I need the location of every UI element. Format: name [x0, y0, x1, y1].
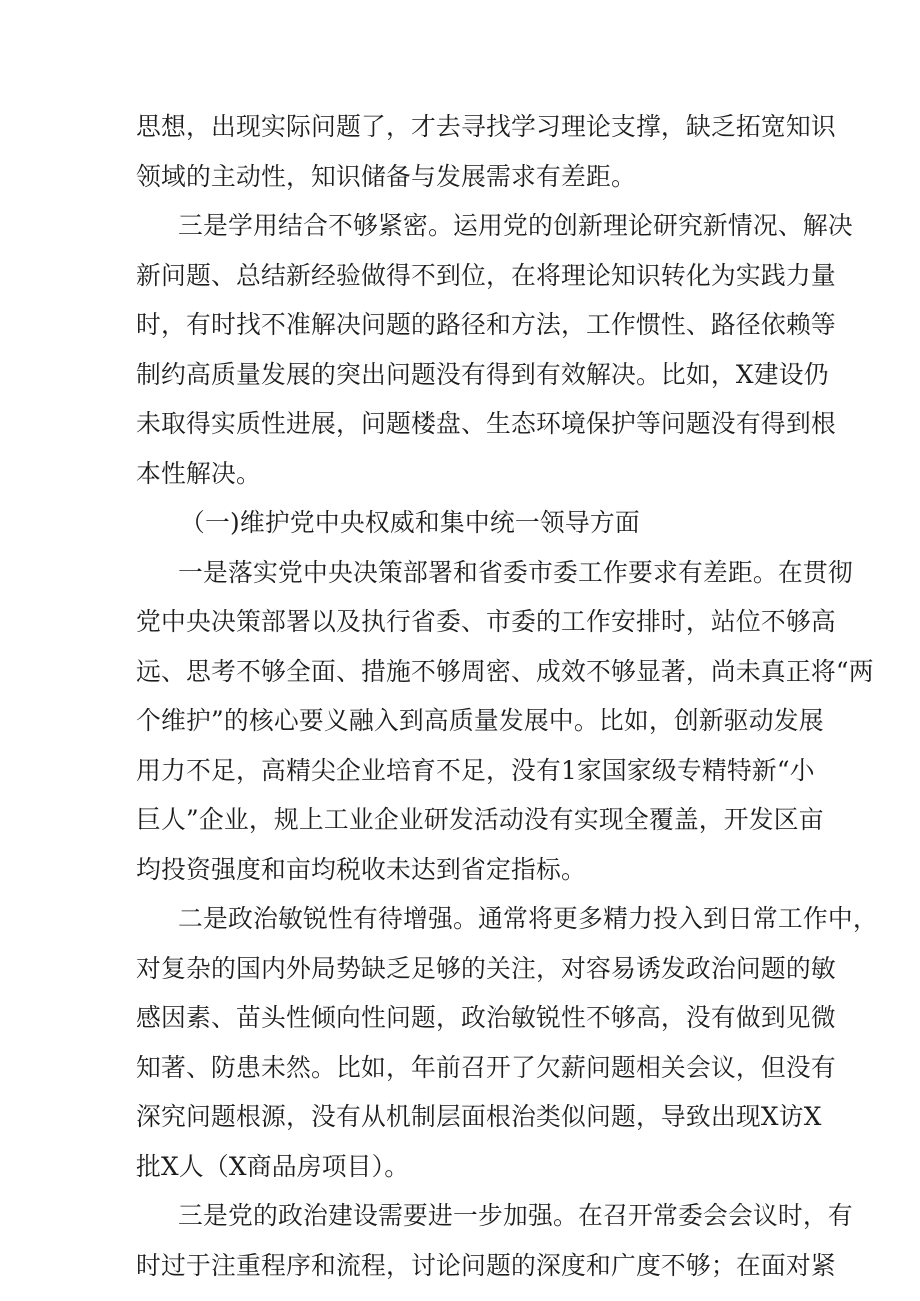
text-line: 个维护”的核心要义融入到高质量发展中。比如，创新驱动发展: [136, 706, 824, 735]
text-line: 二是政治敏锐性有待增强。通常将更多精力投入到日常工作中，: [178, 904, 878, 933]
text-line: 未取得实质性进展，问题楼盘、生态环境保护等问题没有得到根: [136, 409, 836, 438]
text-line: 感因素、苗头性倾向性问题，政治敏锐性不够高，没有做到见微: [136, 1003, 836, 1032]
text-line: 三是学用结合不够紧密。运用党的创新理论研究新情况、解决: [178, 211, 853, 240]
text-line: 制约高质量发展的突出问题没有得到有效解决。比如，X建设仍: [136, 359, 829, 389]
text-line: 批X人（X商品房项目）。: [136, 1151, 410, 1181]
text-line: 对复杂的国内外局势缺乏足够的关注，对容易诱发政治问题的敏: [136, 953, 836, 983]
text-line: 巨人”企业，规上工业企业研发活动没有实现全覆盖，开发区亩: [136, 805, 824, 834]
text-line: 党中央决策部署以及执行省委、市委的工作安排时，站位不够高: [136, 607, 836, 636]
text-line: 思想，出现实际问题了，才去寻找学习理论支撑，缺乏拓宽知识: [136, 112, 836, 141]
text-line: 新问题、总结新经验做得不到位，在将理论知识转化为实践力量: [136, 260, 836, 290]
text-line: 一是落实党中央决策部署和省委市委工作要求有差距。在贯彻: [178, 557, 853, 587]
text-line: 深究问题根源，没有从机制层面根治类似问题，导致出现X访X: [136, 1102, 822, 1131]
text-line: 用力不足，高精尖企业培育不足，没有1家国家级专精特新“小: [136, 755, 815, 785]
text-line: 远、思考不够全面、措施不够周密、成效不够显著，尚未真正将“两: [136, 656, 874, 686]
text-line: 时过于注重程序和流程，讨论问题的深度和广度不够；在面对紧: [136, 1250, 836, 1280]
text-line: 均投资强度和亩均税收未达到省定指标。: [136, 854, 586, 884]
text-line: 三是党的政治建设需要进一步加强。在召开常委会会议时，有: [178, 1201, 853, 1230]
text-line: 时，有时找不准解决问题的路径和方法，工作惯性、路径依赖等: [136, 310, 836, 339]
text-line: 本性解决。: [136, 458, 261, 488]
text-line: 领域的主动性，知识储备与发展需求有差距。: [136, 161, 636, 191]
text-line: 知著、防患未然。比如，年前召开了欠薪问题相关会议，但没有: [136, 1052, 836, 1082]
section-heading: （一)维护党中央权威和集中统一领导方面: [180, 508, 640, 537]
